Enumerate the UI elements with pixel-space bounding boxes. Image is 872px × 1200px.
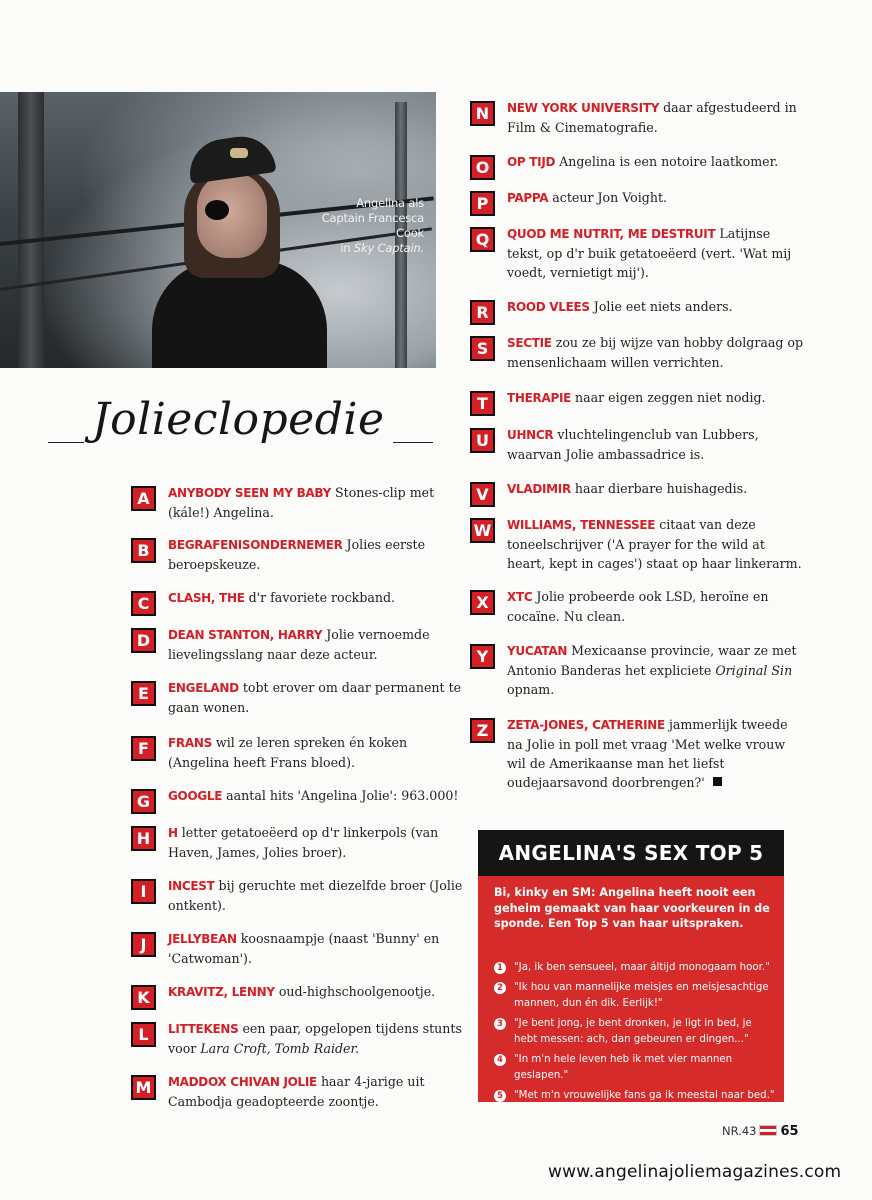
entry-text <box>168 535 468 574</box>
caption-line-3-prefix: in <box>340 241 354 255</box>
quote-number: 4 <box>494 1054 506 1066</box>
letter-badge: L <box>131 1022 156 1047</box>
entry-keyword: BEGRAFENISONDERNEMER <box>168 538 343 552</box>
entry-title-italic: Original Sin <box>715 663 793 678</box>
entry-text <box>507 98 807 137</box>
entry-keyword: OP TIJD <box>507 155 556 169</box>
entry-keyword: QUOD ME NUTRIT, ME DESTRUIT <box>507 227 716 241</box>
entry-keyword: YUCATAN <box>507 644 568 658</box>
entry-description: wil ze leren spreken én koken (Angelina heeft Frans bloed). <box>168 735 408 770</box>
entry-description: citaat van deze toneelschrijver ('A prayer for the wild at heart, kept in cages') staat op haar linkerarm. <box>507 517 802 571</box>
entry-keyword: SECTIE <box>507 336 552 350</box>
entry-keyword: DEAN STANTON, HARRY <box>168 628 323 642</box>
entry-keyword: MADDOX CHIVAN JOLIE <box>168 1075 317 1089</box>
entry-text <box>168 588 468 608</box>
quote-number: 5 <box>494 1090 506 1102</box>
watermark-url: www.angelinajoliemagazines.com <box>548 1162 842 1182</box>
caption-line-1: Angelina als <box>356 196 424 210</box>
letter-badge: Q <box>470 227 495 252</box>
entry-description: zou ze bij wijze van hobby dolgraag op mensenlichaam willen verrichten. <box>507 335 804 370</box>
entry-keyword: JELLYBEAN <box>168 932 237 946</box>
letter-badge: O <box>470 155 495 180</box>
entry-description: Latijnse tekst, op d'r buik getatoeëerd (vert. 'Wat mij voedt, vernietigt mij'). <box>507 226 792 280</box>
entry-keyword: NEW YORK UNIVERSITY <box>507 101 660 115</box>
letter-badge: M <box>131 1075 156 1100</box>
entry-keyword: XTC <box>507 590 533 604</box>
page-number: 65 <box>780 1124 799 1139</box>
quote-text: "Ja, ik ben sensueel, maar áltijd monogaam hoor." <box>514 962 770 973</box>
box-title: ANGELINA'S SEX TOP 5 <box>478 830 784 876</box>
hero-photo <box>0 92 436 368</box>
entry-keyword: ANYBODY SEEN MY BABY <box>168 486 332 500</box>
letter-badge: R <box>470 300 495 325</box>
letter-badge: E <box>131 681 156 706</box>
entry-description: Stones-clip met (kále!) Angelina. <box>168 485 435 520</box>
entry-text <box>168 823 468 862</box>
letter-badge: K <box>131 985 156 1010</box>
entry-description: haar 4-jarige uit Cambodja geadopteerde zoontje. <box>168 1074 425 1109</box>
letter-badge: D <box>131 628 156 653</box>
entry-text <box>507 224 807 282</box>
entry-text <box>168 733 468 772</box>
quote-item <box>494 1052 776 1084</box>
entry-keyword: WILLIAMS, TENNESSEE <box>507 518 656 532</box>
letter-badge: V <box>470 482 495 507</box>
entry-keyword: THERAPIE <box>507 391 572 405</box>
quote-item <box>494 980 776 1012</box>
entry-description: d'r favoriete rockband. <box>244 590 396 605</box>
eyepatch-icon <box>205 200 229 220</box>
quote-item <box>494 1088 776 1104</box>
letter-badge: I <box>131 879 156 904</box>
quote-text: "Ik hou van mannelijke meisjes en meisjesachtige mannen, dun én dik. Eerlijk!" <box>514 982 769 1009</box>
entry-keyword: CLASH, THE <box>168 591 245 605</box>
letter-badge: F <box>131 736 156 761</box>
entry-description: naar eigen zeggen niet nodig. <box>571 390 766 405</box>
letter-badge: J <box>131 932 156 957</box>
entry-text <box>168 786 468 806</box>
entry-text <box>168 483 468 522</box>
entry-text <box>168 876 468 915</box>
quote-item <box>494 960 776 976</box>
entry-description: Jolie eet niets anders. <box>589 299 733 314</box>
letter-badge: Y <box>470 644 495 669</box>
photo-caption <box>300 196 424 256</box>
letter-badge: B <box>131 538 156 563</box>
letter-badge: U <box>470 428 495 453</box>
entry-keyword: GOOGLE <box>168 789 223 803</box>
entry-keyword: KRAVITZ, LENNY <box>168 985 275 999</box>
caption-line-2: Captain Francesca Cook <box>321 211 424 240</box>
entry-description: haar dierbare huishagedis. <box>570 481 748 496</box>
quote-item <box>494 1016 776 1048</box>
entry-description: acteur Jon Voight. <box>548 190 668 205</box>
sex-top5-box <box>478 830 784 1102</box>
entry-text <box>168 1072 468 1111</box>
entry-keyword: INCEST <box>168 879 215 893</box>
entry-description: jammerlijk tweede na Jolie in poll met vraag 'Met welke vrouw wil de Amerikaanse man het liefst oudejaarsavond doorbrengen?' <box>507 717 788 790</box>
entry-description-end: opnam. <box>507 682 555 697</box>
title-block <box>48 392 433 448</box>
entry-keyword: VLADIMIR <box>507 482 571 496</box>
entry-description: Jolie probeerde ook LSD, heroïne en cocaïne. Nu clean. <box>507 589 769 624</box>
entry-keyword: FRANS <box>168 736 212 750</box>
quote-text: "Je bent jong, je bent dronken, je ligt in bed, je hebt messen: ach, dan gebeuren er dingen..." <box>514 1018 752 1045</box>
entry-text <box>507 587 807 626</box>
letter-badge: P <box>470 191 495 216</box>
entry-keyword: ENGELAND <box>168 681 239 695</box>
entry-keyword: LITTEKENS <box>168 1022 239 1036</box>
entry-description: bij geruchte met diezelfde broer (Jolie ontkent). <box>168 878 463 913</box>
entry-description: koosnaampje (naast 'Bunny' en 'Catwoman'). <box>168 931 440 966</box>
entry-text <box>507 715 807 792</box>
letter-badge: G <box>131 789 156 814</box>
entry-description: een paar, opgelopen tijdens stunts voor <box>168 1021 462 1056</box>
entry-text <box>168 1019 468 1058</box>
quote-text: "In m'n hele leven heb ik met vier mannen geslapen." <box>514 1054 733 1081</box>
entry-text <box>507 388 807 408</box>
photo-pillar <box>18 92 44 368</box>
entry-description: Mexicaanse provincie, waar ze met Antonio Banderas het expliciete <box>507 643 797 678</box>
letter-badge: H <box>131 826 156 851</box>
entry-description: vluchtelingenclub van Lubbers, waarvan Jolie ambassadrice is. <box>507 427 759 462</box>
cap-badge-icon <box>230 148 248 158</box>
entry-title-italic: Lara Croft, Tomb Raider. <box>200 1041 360 1056</box>
entry-text <box>168 625 468 664</box>
letter-badge: X <box>470 590 495 615</box>
entry-description: daar afgestudeerd in Film & Cinematografie. <box>507 100 797 135</box>
entry-text <box>507 297 807 317</box>
entry-description: tobt erover om daar permanent te gaan wonen. <box>168 680 462 715</box>
entry-keyword: PAPPA <box>507 191 549 205</box>
entry-description: Angelina is een notoire laatkomer. <box>555 154 779 169</box>
entry-keyword: UHNCR <box>507 428 554 442</box>
issue-number: NR.43 <box>722 1124 757 1138</box>
entry-text <box>507 425 807 464</box>
flag-icon <box>759 1125 777 1136</box>
entry-keyword: H <box>168 826 178 840</box>
quote-text: "Met m'n vrouwelijke fans ga ik meestal naar bed." <box>514 1090 775 1101</box>
entry-description: aantal hits 'Angelina Jolie': 963.000! <box>222 788 459 803</box>
entry-text <box>507 515 807 573</box>
letter-badge: S <box>470 336 495 361</box>
letter-badge: N <box>470 101 495 126</box>
box-intro: Bi, kinky en SM: Angelina heeft nooit een geheim gemaakt van haar voorkeuren in de sponde. Een Top 5 van haar uitspraken. <box>494 886 770 930</box>
caption-line-3-title: Sky Captain. <box>353 241 424 255</box>
letter-badge: T <box>470 391 495 416</box>
entry-keyword: ZETA-JONES, CATHERINE <box>507 718 665 732</box>
folio <box>722 1124 799 1139</box>
entry-description: oud-highschoolgenootje. <box>274 984 436 999</box>
quote-number: 2 <box>494 982 506 994</box>
letter-badge: C <box>131 591 156 616</box>
entry-description: letter getatoeëerd op d'r linkerpols (van Haven, James, Jolies broer). <box>168 825 439 860</box>
entry-text <box>168 929 468 968</box>
entry-text <box>507 333 807 372</box>
entry-text <box>507 479 807 499</box>
letter-badge: Z <box>470 718 495 743</box>
letter-badge: A <box>131 486 156 511</box>
end-mark-icon <box>713 777 722 786</box>
entry-text <box>168 982 468 1002</box>
entry-text <box>507 641 807 699</box>
entry-text <box>168 678 468 717</box>
page-title: Jolieclopedie <box>84 392 393 448</box>
entry-text <box>507 152 807 172</box>
box-quotes <box>494 960 776 1108</box>
quote-number: 1 <box>494 962 506 974</box>
entry-text <box>507 188 807 208</box>
quote-number: 3 <box>494 1018 506 1030</box>
entry-description: Jolie vernoemde lievelingsslang naar deze acteur. <box>168 627 430 662</box>
entry-description: Jolies eerste beroepskeuze. <box>168 537 426 572</box>
entry-keyword: ROOD VLEES <box>507 300 590 314</box>
letter-badge: W <box>470 518 495 543</box>
